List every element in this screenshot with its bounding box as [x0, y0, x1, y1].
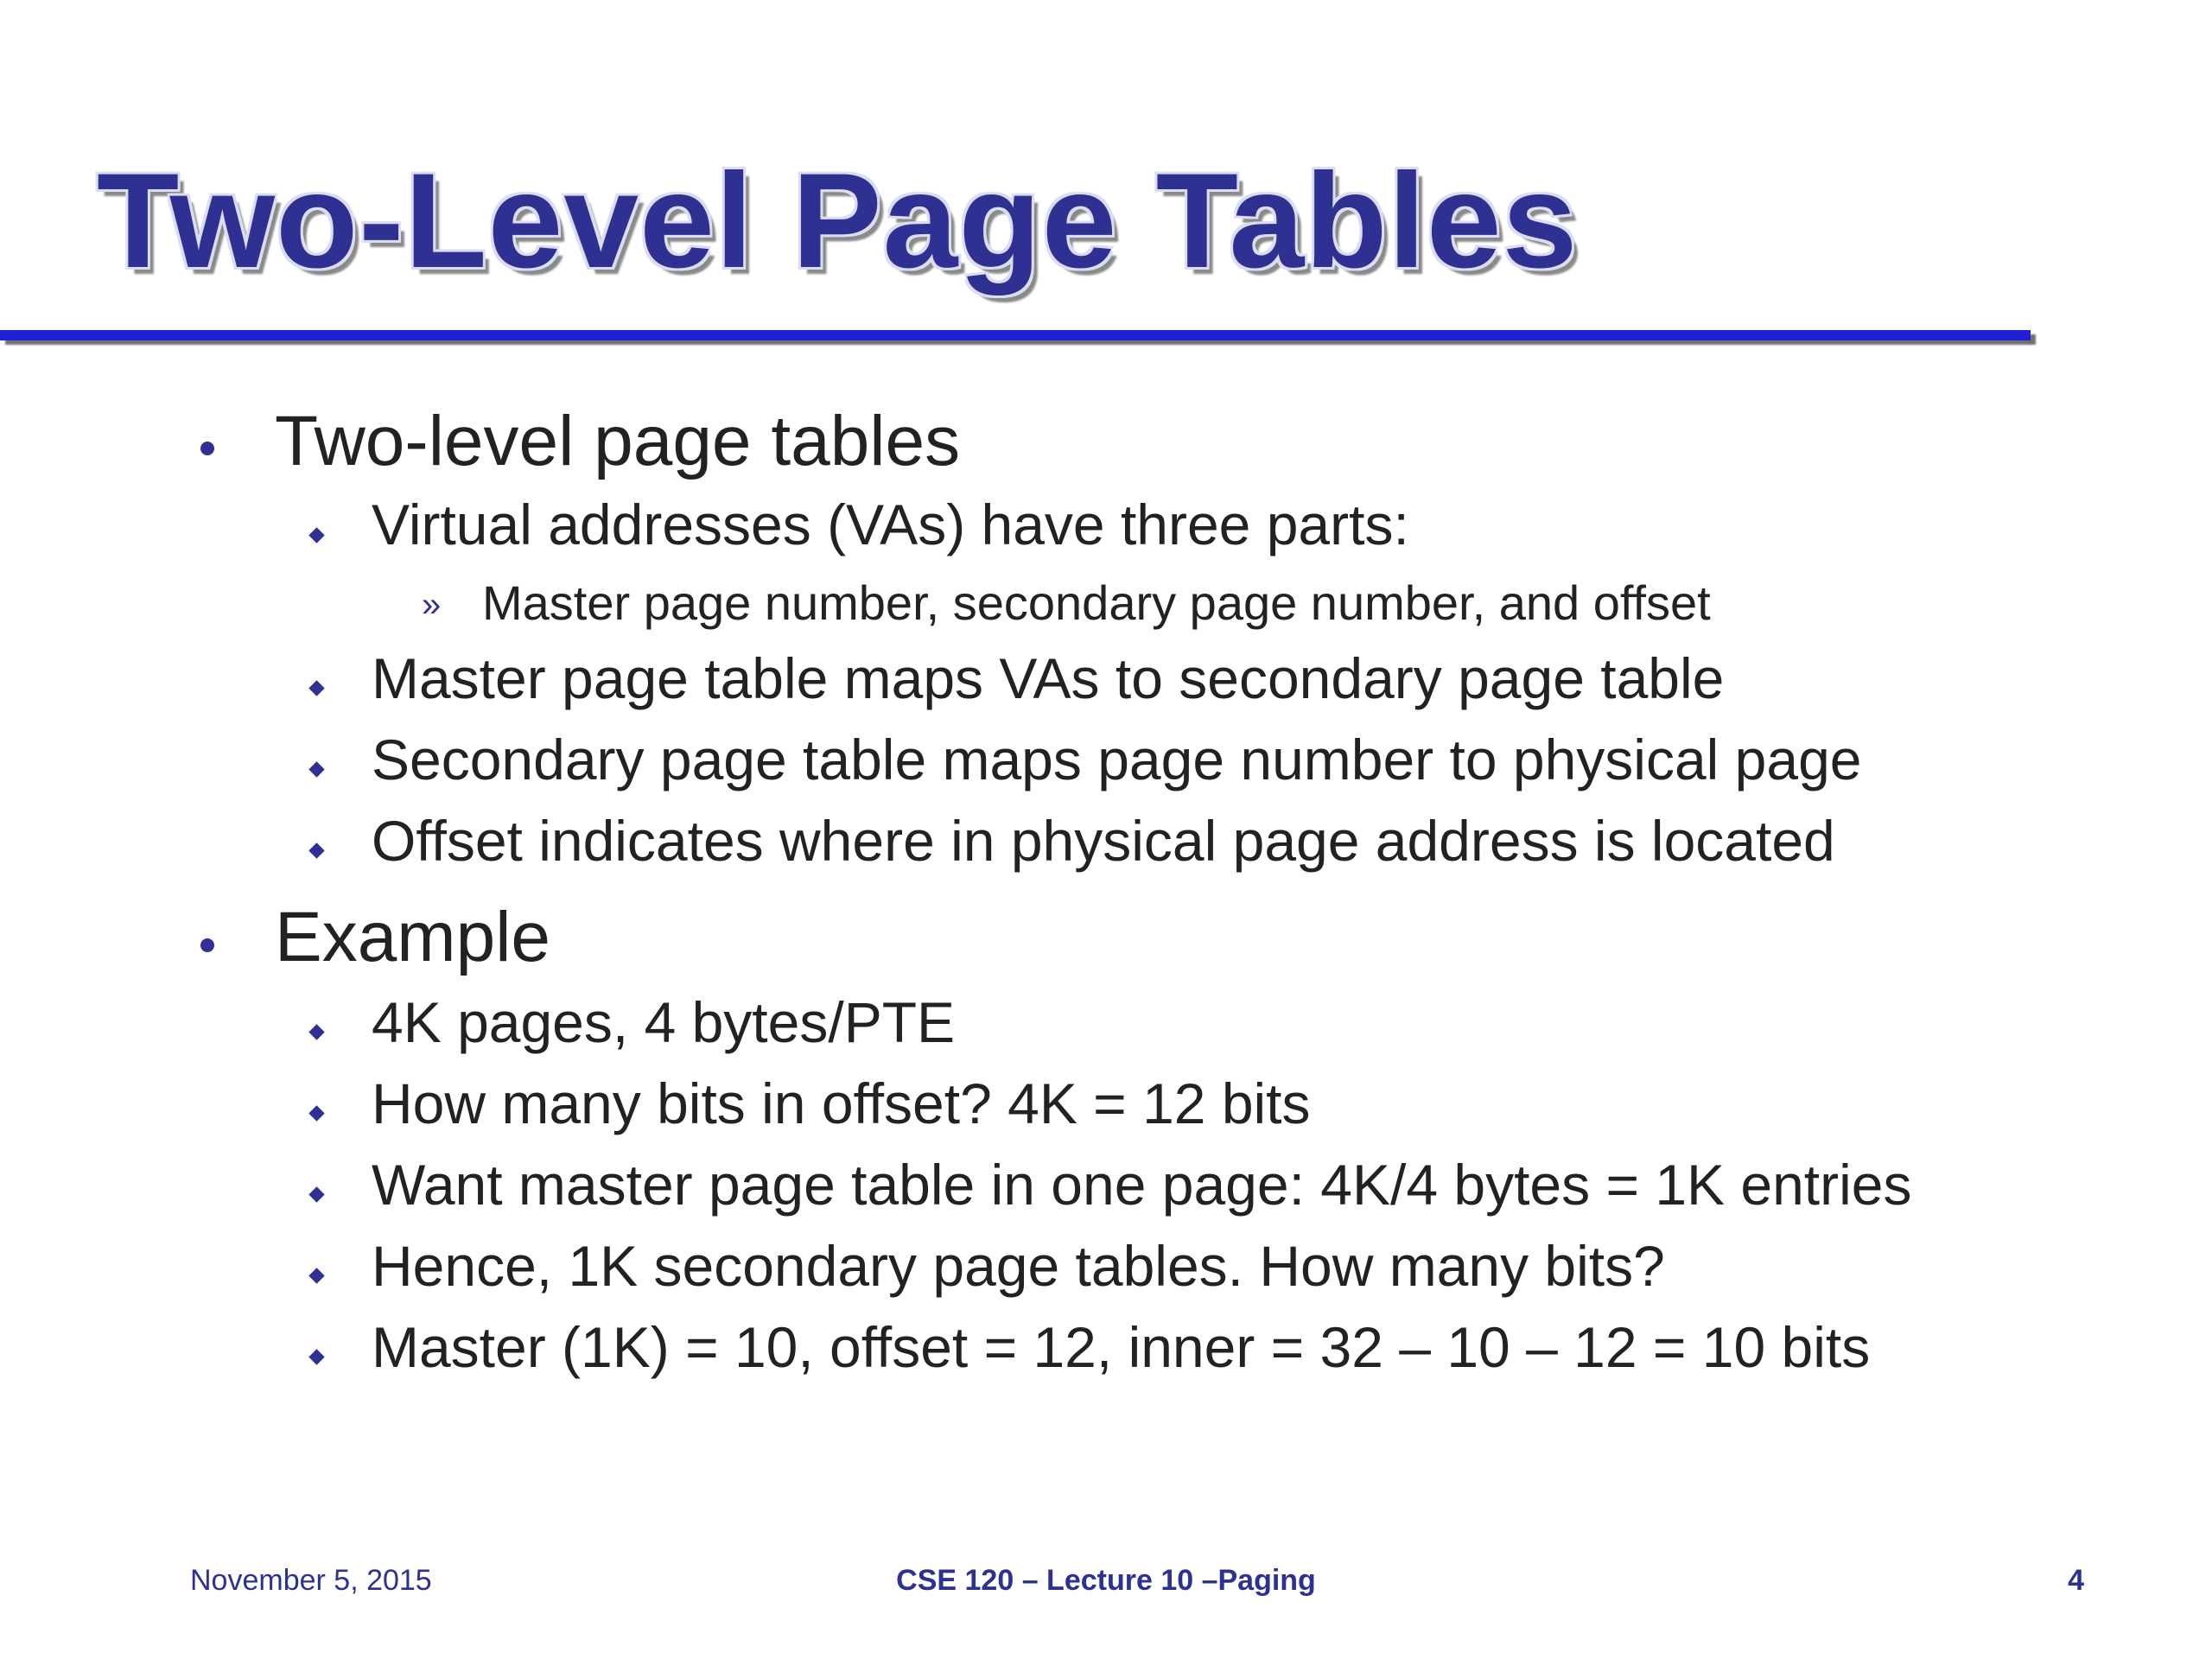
- list-item: Offset indicates where in physical page address is located: [372, 809, 1835, 873]
- list-item: Secondary page table maps page number to physical page: [372, 728, 1862, 791]
- bullet-diamond: [308, 761, 324, 777]
- list-item: Master page number, secondary page number, and offset: [482, 575, 1711, 630]
- bullet-raquo: »: [422, 586, 442, 624]
- bullet-dot: [200, 938, 214, 952]
- bullet-diamond: [308, 1186, 324, 1202]
- bullet-diamond: [308, 1024, 324, 1039]
- bullet-diamond: [308, 1105, 324, 1121]
- bullet-diamond: [308, 527, 324, 543]
- footer-course: CSE 120 – Lecture 10 –Paging: [896, 1564, 1316, 1597]
- list-item: Virtual addresses (VAs) have three parts:: [372, 493, 1409, 556]
- footer-date: November 5, 2015: [190, 1564, 432, 1597]
- list-item: How many bits in offset? 4K = 12 bits: [372, 1071, 1311, 1135]
- list-item: Example: [275, 898, 551, 976]
- bullet-diamond: [308, 1349, 324, 1364]
- list-item: Master (1K) = 10, offset = 12, inner = 32 – 10 – 12 = 10 bits: [372, 1315, 1871, 1379]
- footer-page-number: 4: [2068, 1564, 2084, 1597]
- bullet-diamond: [308, 842, 324, 858]
- bullet-diamond: [308, 1268, 324, 1283]
- list-item: Hence, 1K secondary page tables. How many bits?: [372, 1234, 1665, 1298]
- bullet-dot: [200, 442, 214, 455]
- list-item: Two-level page tables: [275, 402, 961, 480]
- slide-title: Two-Level Page Tables: [97, 146, 1579, 296]
- list-item: Want master page table in one page: 4K/4 bytes = 1K entries: [372, 1153, 1912, 1217]
- list-item: 4K pages, 4 bytes/PTE: [372, 990, 956, 1054]
- list-item: Master page table maps VAs to secondary page table: [372, 646, 1725, 710]
- bullet-diamond: [308, 680, 324, 696]
